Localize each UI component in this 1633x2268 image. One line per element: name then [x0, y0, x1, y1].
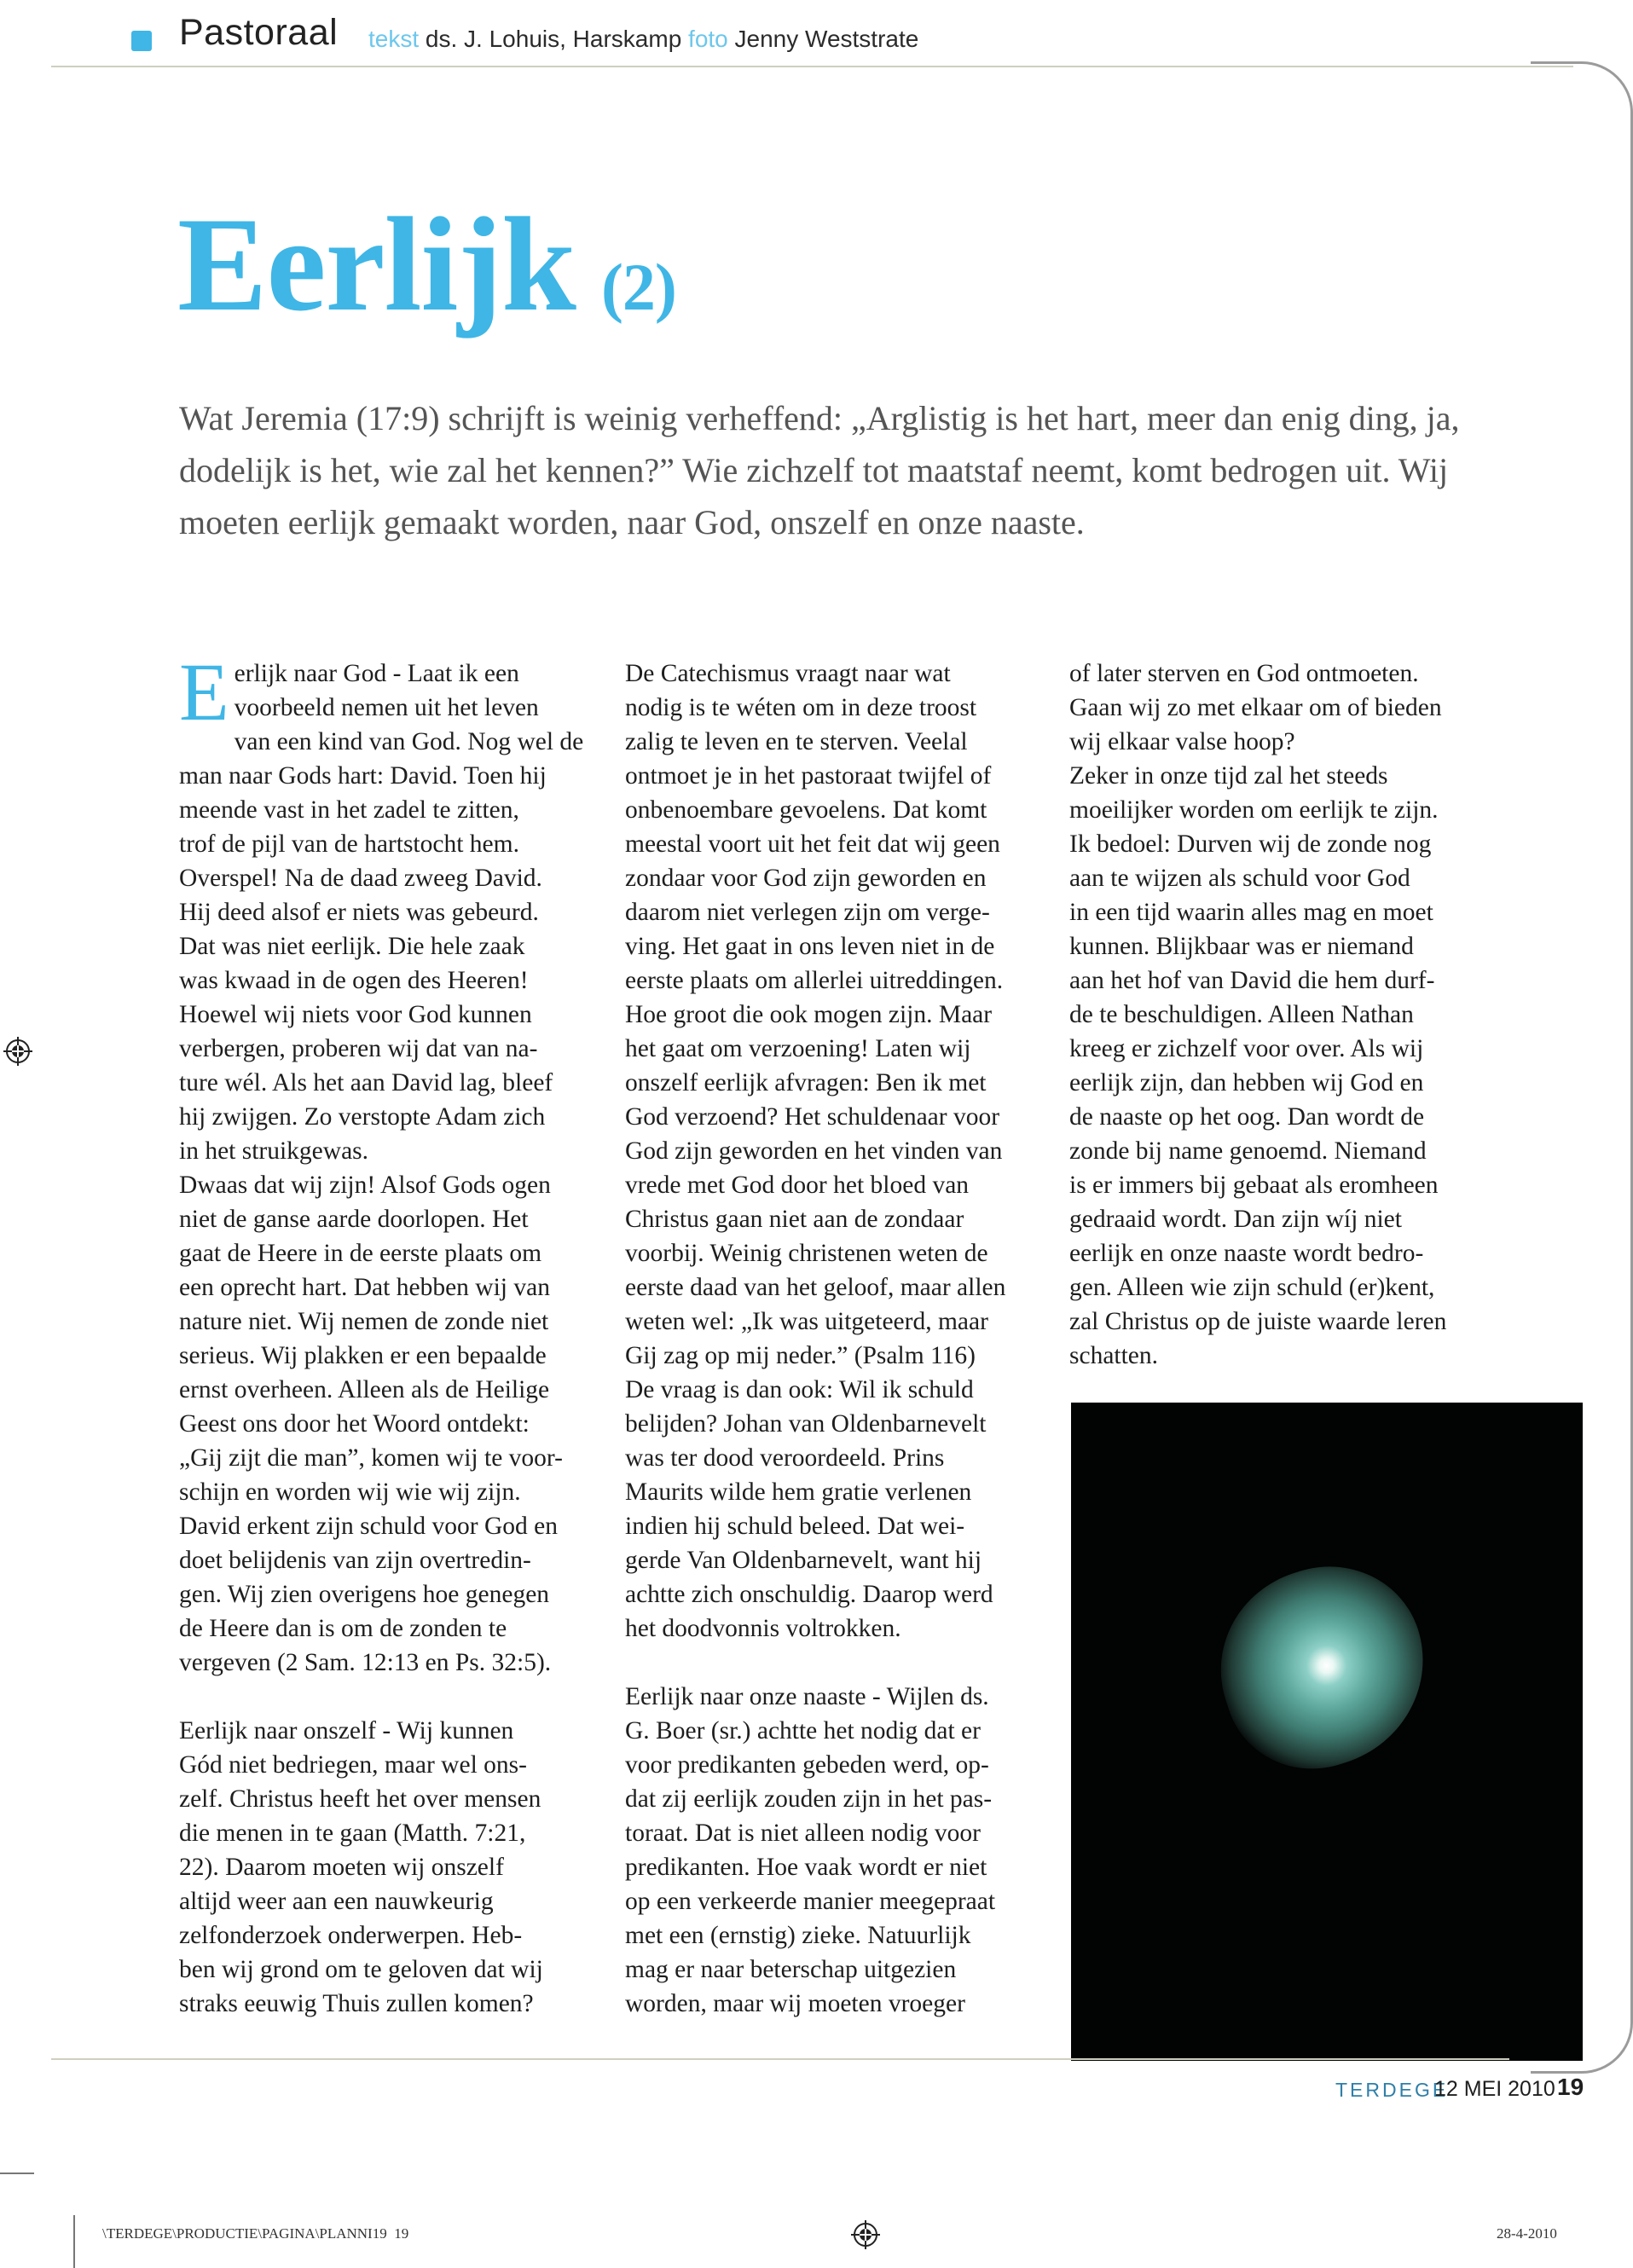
text-line: eerlijk zijn, dan hebben wij God en — [1069, 1069, 1424, 1096]
text-line: predikanten. Hoe vaak wordt er niet — [625, 1854, 987, 1881]
text-column-3 — [1069, 657, 1513, 1373]
footer-rule — [51, 2058, 1509, 2060]
text-line: zalig te leven en te sterven. Veelal — [625, 728, 968, 755]
text-line: het gaat om verzoening! Laten wij — [625, 1035, 971, 1062]
text-line: aan het hof van David die hem durf- — [1069, 967, 1435, 994]
text-line: onbenoembare gevoelens. Dat komt — [625, 796, 987, 824]
text-line: straks eeuwig Thuis zullen komen? — [179, 1990, 534, 2017]
text-line: mag er naar beterschap uitgezien — [625, 1956, 957, 1983]
text-line: ernst overheen. Alleen als de Heilige — [179, 1376, 550, 1403]
text-line: ben wij grond om te geloven dat wij — [179, 1956, 543, 1983]
text-line: verbergen, proberen wij dat van na- — [179, 1035, 538, 1062]
text-line: weten wel: „Ik was uitgeteerd, maar — [625, 1308, 988, 1335]
text-line: meestal voort uit het feit dat wij geen — [625, 830, 1000, 858]
text-line: onszelf eerlijk afvragen: Ben ik met — [625, 1069, 987, 1096]
text-line: ving. Het gaat in ons leven niet in de — [625, 933, 995, 960]
registration-mark-icon — [3, 1037, 32, 1066]
text-line: God verzoend? Het schuldenaar voor — [625, 1103, 1000, 1131]
text-line: Dwaas dat wij zijn! Alsof Gods ogen — [179, 1172, 551, 1199]
text-line: Eerlijk naar onze naaste - Wijlen ds. — [625, 1683, 989, 1710]
text-line: God zijn geworden en het vinden van — [625, 1137, 1003, 1165]
text-line: de te beschuldigen. Alleen Nathan — [1069, 1001, 1414, 1028]
text-line: worden, maar wij moeten vroeger — [625, 1990, 965, 2017]
slug-date: 28-4-2010 — [1497, 2225, 1557, 2242]
text-line: Hoe groot die ook mogen zijn. Maar — [625, 1001, 993, 1028]
text-line: voorbeeld nemen uit het leven — [234, 694, 539, 721]
text-line: meende vast in het zadel te zitten, — [179, 796, 519, 824]
text-line: zonde bij name genoemd. Niemand — [1069, 1137, 1427, 1165]
text-line: zondaar voor God zijn geworden en — [625, 865, 987, 892]
text-line: erlijk naar God - Laat ik een — [234, 660, 519, 687]
text-line: 22). Daarom moeten wij onszelf — [179, 1854, 504, 1881]
text-line: nature niet. Wij nemen de zonde niet — [179, 1308, 549, 1335]
text-column-1 — [179, 646, 597, 2021]
text-line: toraat. Dat is niet alleen nodig voor — [625, 1820, 981, 1847]
author: ds. J. Lohuis, Harskamp — [425, 26, 682, 52]
intro-paragraph: Wat Jeremia (17:9) schrijft is weinig verheffend: „Arglistig is het hart, meer dan enig ding, ja, dodelijk is het, wie zal het kennen?” Wie zichzelf tot maatstaf neemt, komt bedrogen uit. Wij moeten eerlijk gemaakt worden, naar God, onszelf en onze naaste. — [179, 399, 1460, 541]
text-line: nodig is te wéten om in deze troost — [625, 694, 977, 721]
issue-date: 12 MEI 2010 — [1434, 2077, 1555, 2101]
text-line: gedraaid wordt. Dan zijn wíj niet — [1069, 1206, 1402, 1233]
text-line: Gaan wij zo met elkaar om of bieden — [1069, 694, 1442, 721]
text-line: voor predikanten gebeden werd, op- — [625, 1751, 989, 1779]
text-line: Overspel! Na de daad zweeg David. — [179, 865, 542, 892]
text-line: of later sterven en God ontmoeten. — [1069, 660, 1419, 687]
text-line: gen. Wij zien overigens hoe genegen — [179, 1581, 550, 1608]
text-line: eerste plaats om allerlei uitreddingen. — [625, 967, 1004, 994]
text-label: tekst — [368, 26, 420, 52]
text-line: Ik bedoel: Durven wij de zonde nog — [1069, 830, 1432, 858]
text-line: Gód niet bedriegen, maar wel ons- — [179, 1751, 527, 1779]
article-title — [177, 190, 676, 339]
text-line: van een kind van God. Nog wel de — [234, 728, 584, 755]
drop-cap: E — [179, 646, 229, 738]
text-line: Maurits wilde hem gratie verlenen — [625, 1478, 972, 1506]
text-line: eerste daad van het geloof, maar allen — [625, 1274, 1006, 1301]
text-line: die menen in te gaan (Matth. 7:21, — [179, 1820, 526, 1847]
text-line: Hoewel wij niets voor God kunnen — [179, 1001, 532, 1028]
text-line: kunnen. Blijkbaar was er niemand — [1069, 933, 1414, 960]
credits — [368, 26, 918, 53]
crop-mark — [73, 2215, 75, 2268]
photographer: Jenny Weststrate — [734, 26, 919, 52]
text-line: G. Boer (sr.) achtte het nodig dat er — [625, 1717, 981, 1744]
text-line: het doodvonnis voltrokken. — [625, 1615, 901, 1642]
text-line: schijn en worden wij wie wij zijn. — [179, 1478, 521, 1506]
text-line: wij elkaar valse hoop? — [1069, 728, 1295, 755]
text-line: zelfonderzoek onderwerpen. Heb- — [179, 1922, 523, 1949]
night-sky-photo — [1071, 1403, 1583, 2061]
text-line: vrede met God door het bloed van — [625, 1172, 970, 1199]
text-line: altijd weer aan een nauwkeurig — [179, 1888, 494, 1915]
text-line: de naaste op het oog. Dan wordt de — [1069, 1103, 1425, 1131]
text-line: ture wél. Als het aan David lag, bleef — [179, 1069, 553, 1096]
text-line: Gij zag op mij neder.” (Psalm 116) — [625, 1342, 976, 1369]
magazine-name: TERDEGE — [1335, 2079, 1449, 2101]
text-line: doet belijdenis van zijn overtredin- — [179, 1547, 531, 1574]
text-line: indien hij schuld beleed. Dat wei- — [625, 1513, 965, 1540]
text-line: vergeven (2 Sam. 12:13 en Ps. 32:5). — [179, 1649, 552, 1676]
text-line: gerde Van Oldenbarnevelt, want hij — [625, 1547, 982, 1574]
registration-mark-icon — [851, 2220, 880, 2249]
text-line: zal Christus op de juiste waarde leren — [1069, 1308, 1447, 1335]
title-suffix: (2) — [600, 250, 676, 324]
text-column-2 — [625, 657, 1051, 2021]
text-line: was ter dood veroordeeld. Prins — [625, 1444, 945, 1472]
text-line: de Heere dan is om de zonden te — [179, 1615, 507, 1642]
slug-page: 19 — [394, 2225, 409, 2242]
text-line: schatten. — [1069, 1342, 1159, 1369]
section-title: Pastoraal — [179, 12, 339, 53]
title-text: Eerlijk — [177, 190, 576, 339]
text-line: David erkent zijn schuld voor God en — [179, 1513, 559, 1540]
header-rule — [51, 66, 1573, 67]
text-line: „Gij zijt die man”, komen wij te voor- — [179, 1444, 563, 1472]
text-line: eerlijk en onze naaste wordt bedro- — [1069, 1240, 1424, 1267]
text-line: De vraag is dan ook: Wil ik schuld — [625, 1376, 974, 1403]
text-line: Christus gaan niet aan de zondaar — [625, 1206, 964, 1233]
text-line: achtte zich onschuldig. Daarop werd — [625, 1581, 993, 1608]
text-line: daarom niet verlegen zijn om verge- — [625, 899, 990, 926]
slug-path: \TERDEGE\PRODUCTIE\PAGINA\PLANNI19 — [102, 2225, 387, 2242]
text-line: op een verkeerde manier meegepraat — [625, 1888, 996, 1915]
text-line: ontmoet je in het pastoraat twijfel of — [625, 762, 992, 790]
text-line: hij zwijgen. Zo verstopte Adam zich — [179, 1103, 546, 1131]
text-line: serieus. Wij plakken er een bepaalde — [179, 1342, 547, 1369]
slug-line — [102, 2225, 408, 2242]
text-line: gen. Alleen wie zijn schuld (er)kent, — [1069, 1274, 1435, 1301]
text-line: moeilijker worden om eerlijk te zijn. — [1069, 796, 1439, 824]
crop-mark — [0, 2173, 34, 2174]
text-line: was kwaad in de ogen des Heeren! — [179, 967, 529, 994]
text-line: is er immers bij gebaat als eromheen — [1069, 1172, 1439, 1199]
text-line: voorbij. Weinig christenen weten de — [625, 1240, 988, 1267]
paragraph-gap — [625, 1646, 1051, 1680]
text-line: De Catechismus vraagt naar wat — [625, 660, 951, 687]
text-line: man naar Gods hart: David. Toen hij — [179, 762, 547, 790]
text-line: kreeg er zichzelf voor over. Als wij — [1069, 1035, 1424, 1062]
text-line: belijden? Johan van Oldenbarnevelt — [625, 1410, 987, 1438]
text-line: Geest ons door het Woord ontdekt: — [179, 1410, 530, 1438]
text-line: in het struikgewas. — [179, 1137, 369, 1165]
text-line: niet de ganse aarde doorlopen. Het — [179, 1206, 529, 1233]
text-line: een oprecht hart. Dat hebben wij van — [179, 1274, 550, 1301]
text-line: met een (ernstig) zieke. Natuurlijk — [625, 1922, 971, 1949]
text-line: gaat de Heere in de eerste plaats om — [179, 1240, 542, 1267]
text-line: in een tijd waarin alles mag en moet — [1069, 899, 1433, 926]
glowing-orb — [1195, 1542, 1450, 1792]
text-line: aan te wijzen als schuld voor God — [1069, 865, 1410, 892]
text-line: Dat was niet eerlijk. Die hele zaak — [179, 933, 525, 960]
text-line: zelf. Christus heeft het over mensen — [179, 1785, 541, 1813]
page-number: 19 — [1557, 2074, 1584, 2100]
text-line: trof de pijl van de hartstocht hem. — [179, 830, 519, 858]
text-line: dat zij eerlijk zouden zijn in het pas- — [625, 1785, 993, 1813]
text-line: Zeker in onze tijd zal het steeds — [1069, 762, 1388, 790]
photo-label: foto — [688, 26, 728, 52]
text-line: Eerlijk naar onszelf - Wij kunnen — [179, 1717, 514, 1744]
paragraph-gap — [179, 1680, 597, 1714]
text-line: Hij deed alsof er niets was gebeurd. — [179, 899, 539, 926]
section-marker — [131, 31, 152, 51]
